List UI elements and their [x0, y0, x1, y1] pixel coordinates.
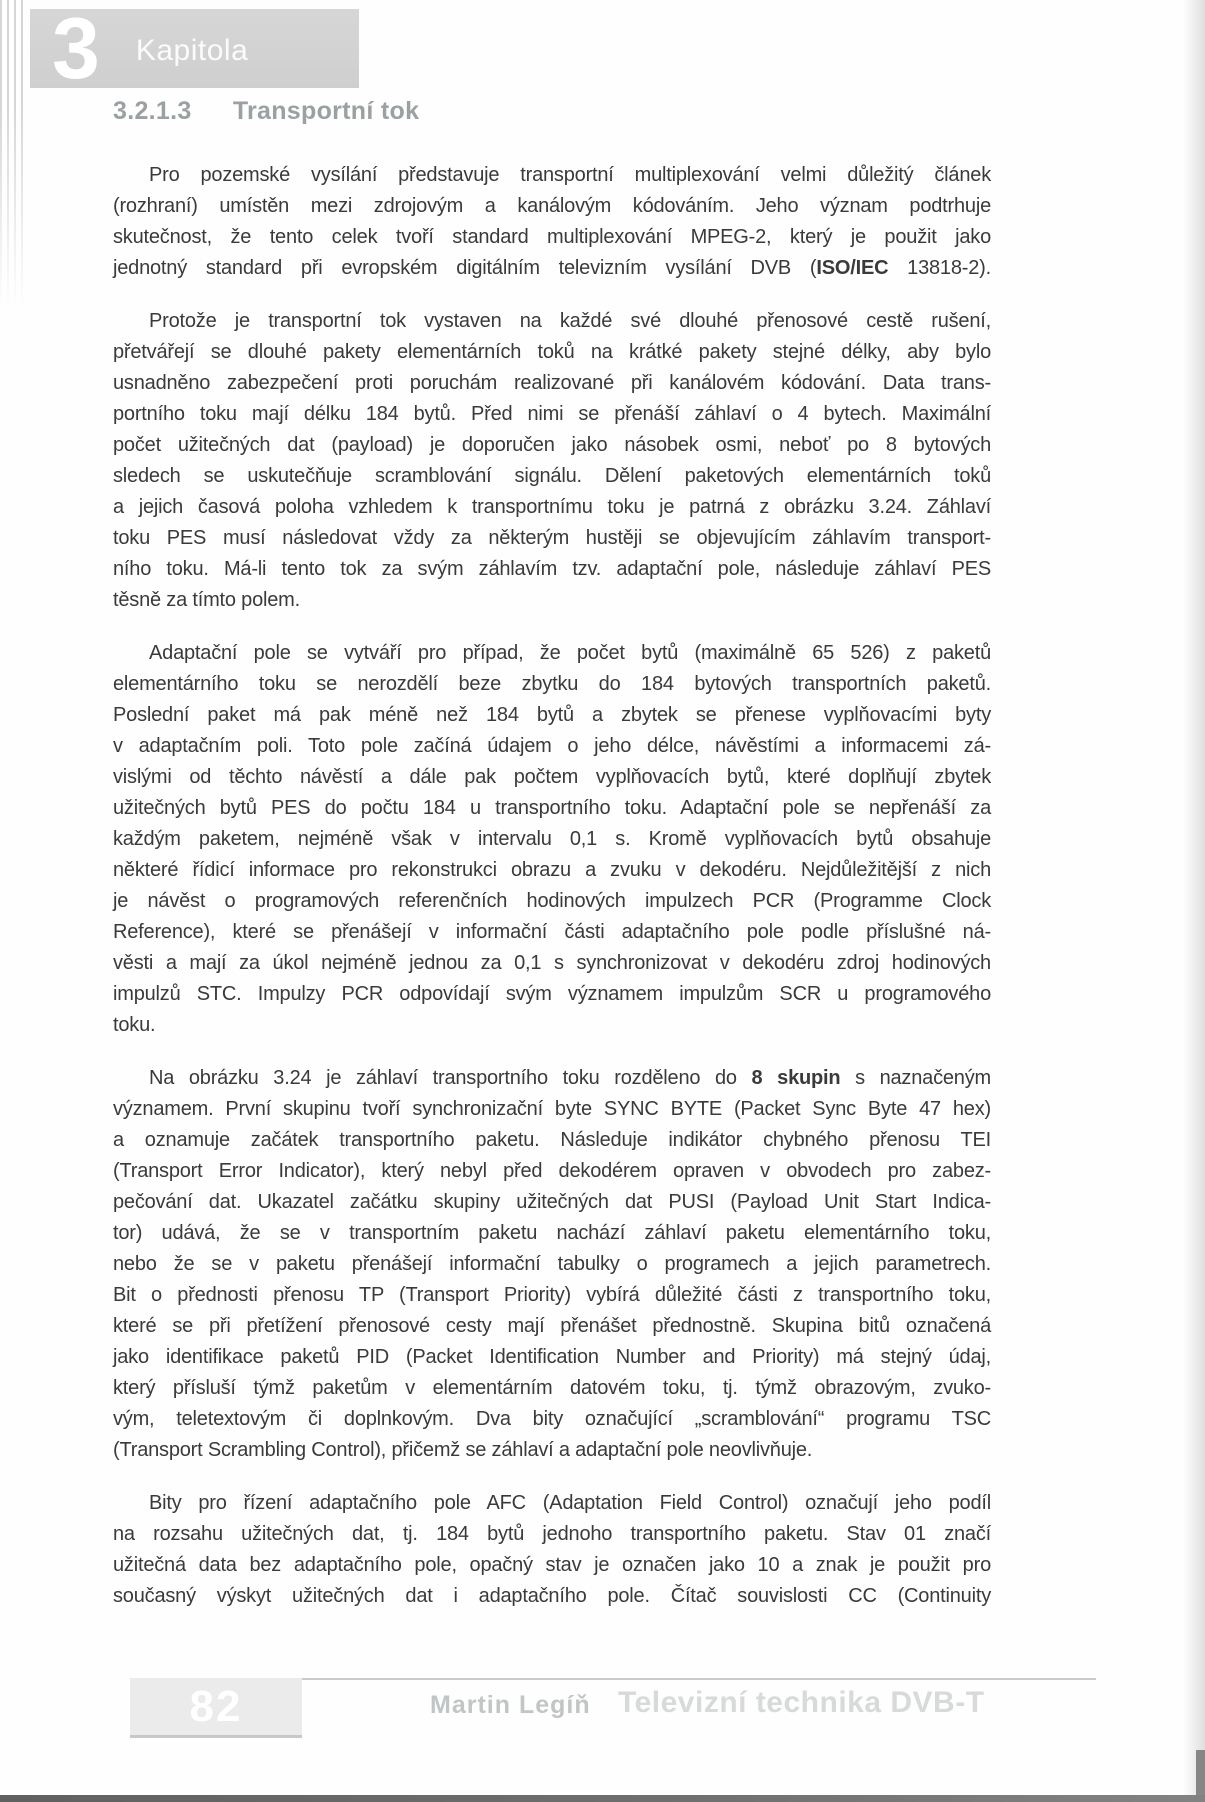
text-line: usnadněno zabezpečení proti poruchám realizované při kanálovém kódování. Data trans-: [113, 372, 991, 394]
text-line: (rozhraní) umístěn mezi zdrojovým a kanálovým kódováním. Jeho význam podtrhuje: [113, 195, 991, 217]
footer-author: Martin Legíň: [430, 1691, 591, 1719]
text-line: v adaptačním poli. Toto pole začíná údajem o jeho délce, návěstími a informacemi zá-: [113, 735, 991, 757]
text-line: Pro pozemské vysílání představuje transportní multiplexování velmi důležitý článek: [149, 164, 991, 186]
text-line: jako identifikace paketů PID (Packet Identification Number and Priority) má stejný údaj,: [113, 1346, 991, 1368]
text-line: toku PES musí následovat vždy za některým hustěji se objevujícím záhlavím transport-: [113, 527, 991, 549]
footer-book-title: Televizní technika DVB-T: [618, 1686, 985, 1719]
text-line: vislými od těchto návěstí a dále pak počtem vyplňovacích bytů, které doplňují zbytek: [113, 766, 991, 788]
text-line: Adaptační pole se vytváří pro případ, že počet bytů (maximálně 65 526) z paketů: [149, 642, 991, 664]
text-line: tor) udává, že se v transportním paketu nachází záhlaví paketu elementárního toku,: [113, 1222, 991, 1244]
paragraph-3: [113, 638, 991, 1041]
text-line: každým paketem, nejméně však v intervalu 0,1 s. Kromě vyplňovacích bytů obsahuje: [113, 828, 991, 850]
page-number-box: [130, 1678, 302, 1738]
chapter-banner: [30, 0, 359, 97]
text-line: věsti a mají za úkol nejméně jednou za 0,1 s synchronizovat v dekodéru zdroj hodinových: [113, 952, 991, 974]
text-line: Na obrázku 3.24 je záhlaví transportního toku rozděleno do 8 skupin s naznačeným: [149, 1067, 991, 1089]
text-line: současný výskyt užitečných dat i adaptačního pole. Čítač souvislosti CC (Continuity: [113, 1585, 991, 1607]
text-line: nebo že se v paketu přenášejí informační tabulky o programech a jejich parametrech.: [113, 1253, 991, 1275]
scan-edge-bottom: [0, 1795, 1205, 1802]
text-line: impulzů STC. Impulzy PCR odpovídají svým významem impulzům SCR u programového: [113, 983, 991, 1005]
paragraph-2: [113, 306, 991, 616]
text-line: Reference), které se přenášejí v informační části adaptačního pole podle příslušné ná-: [113, 921, 991, 943]
body-text: [113, 160, 991, 1634]
text-line: významem. První skupinu tvoří synchronizační byte SYNC BYTE (Packet Sync Byte 47 hex): [113, 1098, 991, 1120]
page-number: 82: [189, 1681, 243, 1731]
paragraph-1: [113, 160, 991, 284]
text-line: těsně za tímto polem.: [113, 589, 301, 611]
text-line: a jejich časová poloha vzhledem k transportnímu toku je patrná z obrázku 3.24. Záhlaví: [113, 496, 991, 518]
text-line: na rozsahu užitečných dat, tj. 184 bytů jednoho transportního paketu. Stav 01 značí: [113, 1523, 991, 1545]
scan-binding-artifact: [0, 0, 28, 310]
text-line: je návěst o programových referenčních hodinových impulzech PCR (Programme Clock: [113, 890, 991, 912]
text-line: toku.: [113, 1014, 156, 1036]
section-title: Transportní tok: [232, 97, 420, 125]
text-line: vým, teletextovým či doplnkovým. Dva bity označující „scramblování“ programu TSC: [113, 1408, 991, 1430]
paragraph-4: [113, 1063, 991, 1466]
text-line: jednotný standard při evropském digitálním televizním vysílání DVB (ISO/IEC 13818-2).: [113, 257, 991, 279]
text-line: užitečná data bez adaptačního pole, opačný stav je označen jako 10 a znak je použit pro: [113, 1554, 991, 1576]
text-line: skutečnost, že tento celek tvoří standard multiplexování MPEG-2, který je použit jako: [113, 226, 991, 248]
text-line: užitečných bytů PES do počtu 184 u transportního toku. Adaptační pole se nepřenáší za: [113, 797, 991, 819]
text-line: a oznamuje začátek transportního paketu. Následuje indikátor chybného přenosu TEI: [113, 1129, 991, 1151]
page-edge-shadow: [1183, 0, 1205, 1802]
text-line: Bity pro řízení adaptačního pole AFC (Adaptation Field Control) označují jeho podíl: [149, 1492, 991, 1514]
text-line: který přísluší týmž paketům v elementárním datovém toku, tj. týmž obrazovým, zvuko-: [113, 1377, 991, 1399]
text-line: sledech se uskutečňuje scramblování signálu. Dělení paketových elementárních toků: [113, 465, 991, 487]
text-line: (Transport Scrambling Control), přičemž se záhlaví a adaptační pole neovlivňuje.: [113, 1439, 813, 1461]
text-line: Bit o přednosti přenosu TP (Transport Priority) vybírá důležité části z transportního toku,: [113, 1284, 991, 1306]
text-line: některé řídicí informace pro rekonstrukci obrazu a zvuku v dekodéru. Nejdůležitější z nich: [113, 859, 991, 881]
chapter-number: 3: [52, 0, 100, 97]
text-line: které se při přetížení přenosové cesty mají přenášet přednostně. Skupina bitů označená: [113, 1315, 991, 1337]
text-line: elementárního toku se nerozdělí beze zbytku do 184 bytových transportních paketů.: [113, 673, 991, 695]
chapter-label: Kapitola: [135, 33, 249, 67]
section-heading: [113, 97, 419, 126]
section-number: 3.2.1.3: [113, 97, 192, 125]
text-line: ního toku. Má-li tento tok za svým záhlavím tzv. adaptační pole, následuje záhlaví PES: [113, 558, 991, 580]
text-line: pečování dat. Ukazatel začátku skupiny užitečných dat PUSI (Payload Unit Start Indica-: [113, 1191, 991, 1213]
text-line: Poslední paket má pak méně než 184 bytů a zbytek se přenese vyplňovacími byty: [113, 704, 991, 726]
text-line: (Transport Error Indicator), který nebyl před dekodérem opraven v obvodech pro zabez-: [113, 1160, 991, 1182]
text-line: počet užitečných dat (payload) je doporučen jako násobek osmi, neboť po 8 bytových: [113, 434, 991, 456]
text-line: portního toku mají délku 184 bytů. Před nimi se přenáší záhlaví o 4 bytech. Maximální: [113, 403, 991, 425]
text-line: přetvářejí se dlouhé pakety elementárních toků na krátké pakety stejné délky, aby bylo: [113, 341, 991, 363]
text-line: Protože je transportní tok vystaven na každé své dlouhé přenosové cestě rušení,: [149, 310, 991, 332]
footer-rule: [302, 1678, 1096, 1680]
paragraph-5: [113, 1488, 991, 1612]
